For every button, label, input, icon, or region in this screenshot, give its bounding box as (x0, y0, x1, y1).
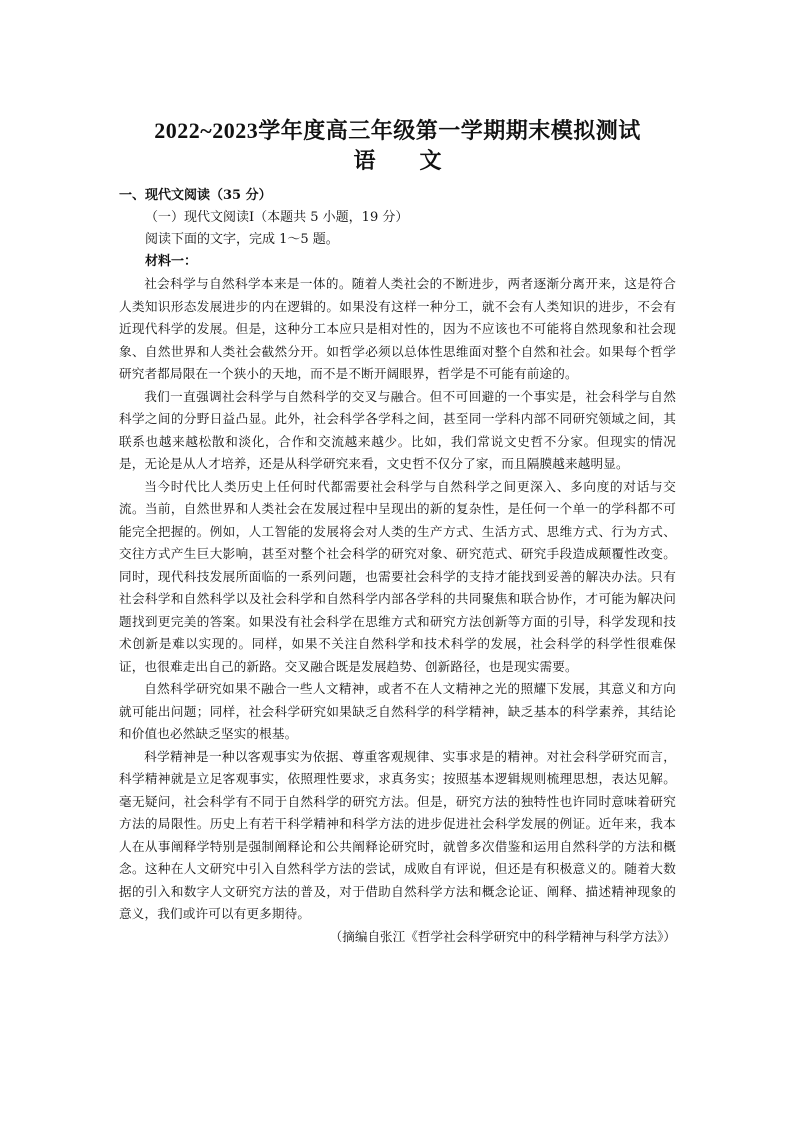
paragraph-5: 科学精神是一种以客观事实为依据、尊重客观规律、实事求是的精神。对社会科学研究而言，科学精神就是立足客观事实，依照理性要求，求真务实；按照基本逻辑规则梳理思想，表达见解。毫无疑问，社会科学有不同于自然科学的研究方法。但是，研究方法的独特性也许同时意味着研究方法的局限性。历史上有若干科学精神和科学方法的进步促进社会科学发展的例证。近年来，我本人在从事阐释学特别是强制阐释论和公共阐释论研究时，就曾多次借鉴和运用自然科学的方法和概念。这种在人文研究中引入自然科学方法的尝试，成败自有评说，但还是有积极意义的。随着大数据的引入和数字人文研究方法的普及，对于借助自然科学方法和概念论证、阐释、描述精神现象的意义，我们或许可以有更多期待。 (119, 748, 676, 921)
article-body (119, 273, 676, 926)
exam-page (119, 116, 676, 948)
paragraph-2: 我们一直强调社会科学与自然科学的交叉与融合。但不可回避的一个事实是，社会科学与自然科学之间的分野日益凸显。此外，社会科学各学科之间，甚至同一学科内部不同研究领域之间，其联系也越来越松散和淡化，合作和交流越来越少。比如，我们常说文史哲不分家。但现实的情况是，无论是从人才培养，还是从科学研究来看，文史哲不仅分了家，而且隔膜越来越明显。 (119, 388, 676, 471)
source-citation: （摘编自张江《哲学社会科学研究中的科学精神与科学方法》） (329, 928, 676, 944)
paragraph-3: 当今时代比人类历史上任何时代都需要社会科学与自然科学之间更深入、多向度的对话与交流。当前，自然世界和人类社会在发展过程中呈现出的新的复杂性，是任何一个单一的学科都不可能完全把握的。例如，人工智能的发展将会对人类的生产方式、生活方式、思维方式、行为方式、交往方式产生巨大影响，甚至对整个社会科学的研究对象、研究范式、研究手段造成颠覆性改变。同时，现代科技发展所面临的一系列问题，也需要社会科学的支持才能找到妥善的解决办法。只有社会科学和自然科学以及社会科学和自然科学内部各学科的共同聚焦和联合协作，才可能为解决问题找到更完美的答案。如果没有社会科学在思维方式和研究方法创新等方面的引导，科学发现和技术创新是难以实现的。同样，如果不关注自然科学和技术科学的发展，社会科学的科学性很难保证，也很难走出自己的新路。交叉融合既是发展趋势、创新路径，也是现实需要。 (119, 478, 676, 674)
reading-instruction: 阅读下面的文字，完成 1～5 题。 (145, 232, 339, 247)
material-label: 材料一： (145, 254, 198, 269)
exam-title: 2022~2023学年度高三年级第一学期期末模拟测试 (154, 118, 641, 143)
paragraph-4: 自然科学研究如果不融合一些人文精神，或者不在人文精神之光的照耀下发展，其意义和方向就可能出问题；同样，社会科学研究如果缺乏自然科学的科学精神，缺乏基本的科学素养，其结论和价值也必然缺乏坚实的根基。 (119, 681, 676, 741)
subsection-heading: （一）现代文阅读Ⅰ（本题共 5 小题，19 分） (145, 210, 409, 225)
subject-title: 语文 (353, 148, 486, 174)
section-heading: 一、现代文阅读（35 分） (119, 188, 272, 203)
paragraph-1: 社会科学与自然科学本来是一体的。随着人类社会的不断进步，两者逐渐分离开来，这是符合人类知识形态发展进步的内在逻辑的。如果没有这样一种分工，就不会有人类知识的进步，不会有近现代科学的发展。但是，这种分工本应只是相对性的，因为不应该也不可能将自然现象和社会现象、自然世界和人类社会截然分开。如哲学必须以总体性思维面对整个自然和社会。如果每个哲学研究者都局限在一个狭小的天地，而不是不断开阔眼界，哲学是不可能有前途的。 (119, 276, 676, 381)
